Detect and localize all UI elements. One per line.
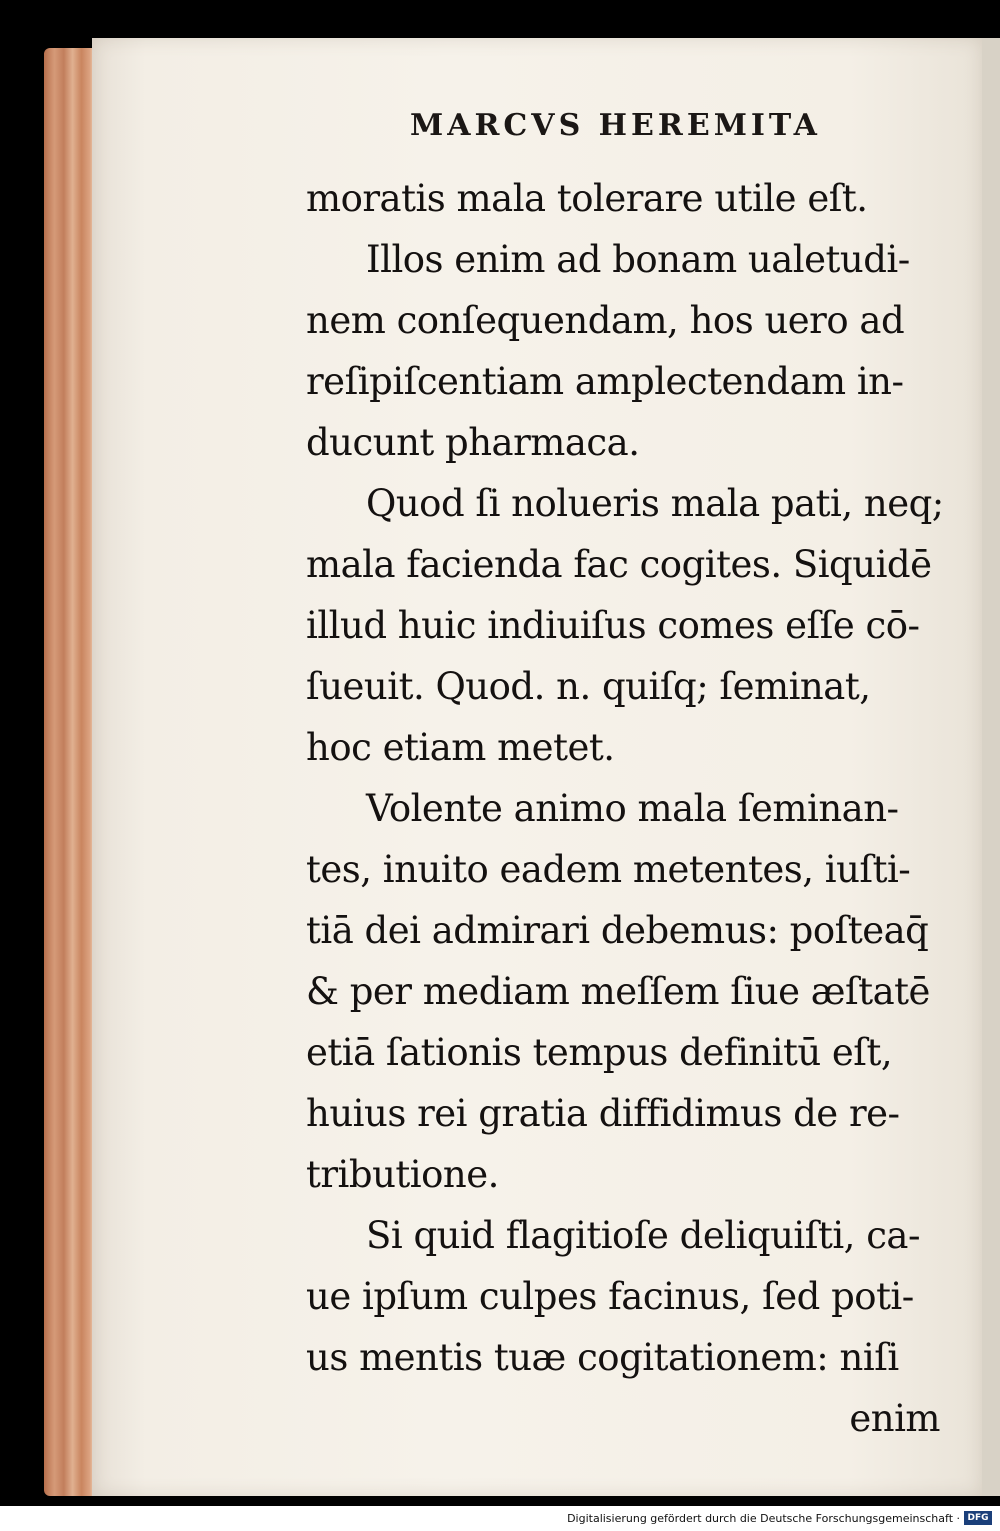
text-line: Quod ſi nolueris mala pati, neq; (366, 482, 944, 525)
text-line: ducunt pharmaca. (306, 421, 640, 464)
text-line: Si quid flagitioſe deliquiſti, ca‑ (366, 1214, 920, 1257)
footer-bar (0, 1506, 1000, 1531)
text-line: & per mediam meſſem ſiue æſtatē (306, 970, 930, 1013)
running-head: MARCVS HEREMITA (410, 108, 821, 143)
text-line: etiā ſationis tempus definitū eſt, (306, 1031, 893, 1074)
text-line: ue ipſum culpes facinus, ſed poti‑ (306, 1275, 914, 1318)
facing-page-edge (982, 38, 1000, 1496)
text-line: us mentis tuæ cogitationem: niſi (306, 1336, 899, 1379)
text-line: ſueuit. Quod. n. quiſq; ſeminat, (306, 665, 871, 708)
text-line: nem conſequendam, hos uero ad (306, 299, 905, 342)
body-text (306, 168, 946, 1449)
text-line: illud huic indiuiſus comes eſſe cō‑ (306, 604, 920, 647)
text-line: enim (849, 1397, 940, 1440)
text-line: reſipiſcentiam amplectendam in‑ (306, 360, 904, 403)
text-line: Illos enim ad bonam ualetudi‑ (366, 238, 910, 281)
dfg-logo: DFG (964, 1511, 992, 1525)
text-line: huius rei gratia diffidimus de re‑ (306, 1092, 900, 1135)
text-line: tributione. (306, 1153, 499, 1196)
text-line: Volente animo mala ſeminan‑ (366, 787, 899, 830)
text-line: hoc etiam metet. (306, 726, 615, 769)
text-line: moratis mala tolerare utile eſt. (306, 177, 868, 220)
text-line: tiā dei admirari debemus: poſteaq̄ (306, 909, 929, 952)
funding-note: Digitalisierung gefördert durch die Deutsche Forschungsgemeinschaft · (567, 1512, 960, 1525)
text-line: mala facienda fac cogites. Siquidē (306, 543, 932, 586)
text-line: tes, inuito eadem metentes, iuſti‑ (306, 848, 911, 891)
page-edges (44, 48, 96, 1496)
